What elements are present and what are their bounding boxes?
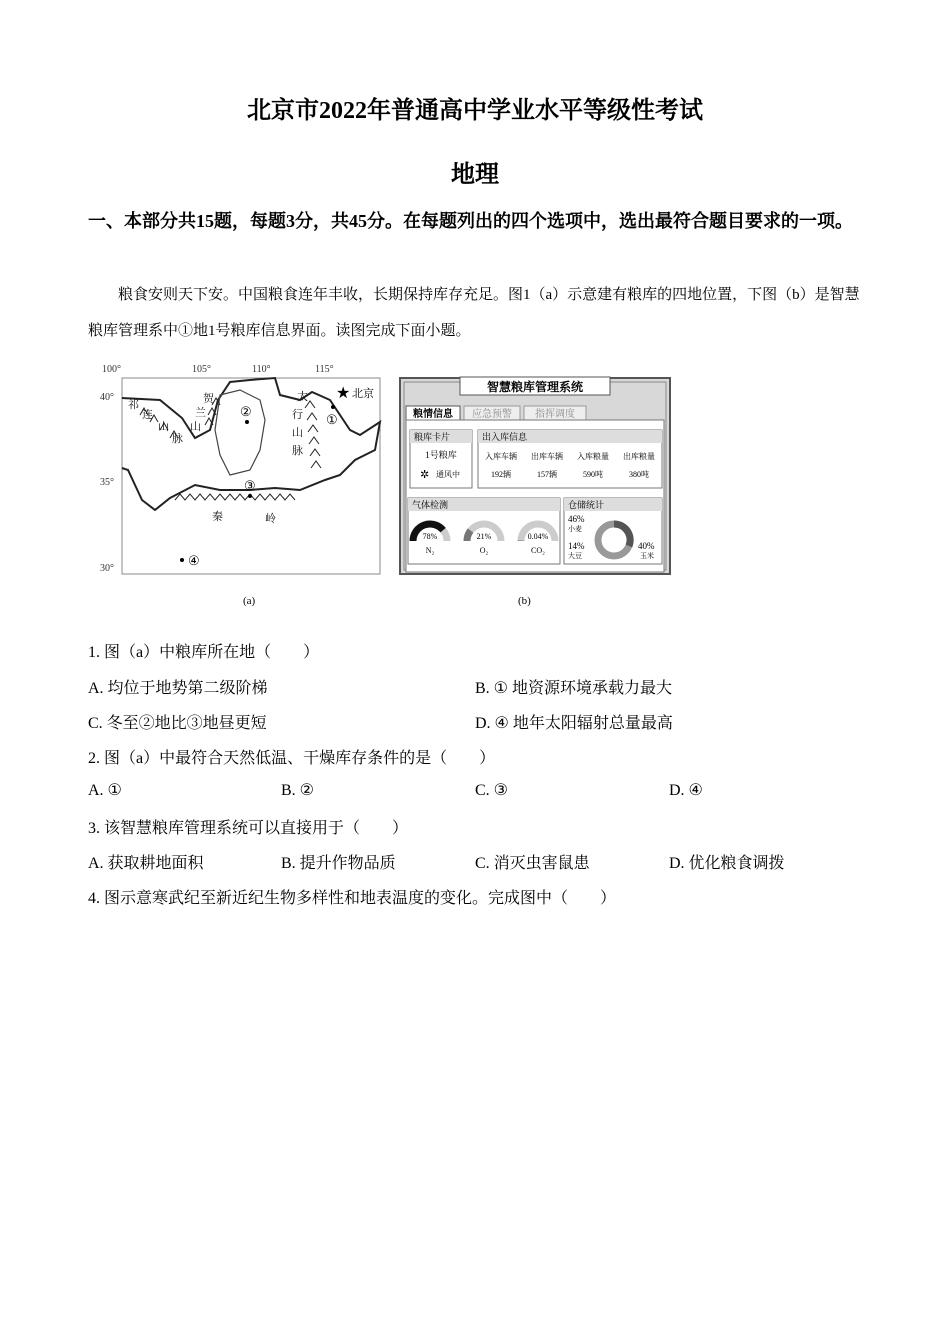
io-header: 出库粮量 — [623, 452, 655, 461]
storage-name: 小麦 — [568, 525, 582, 533]
question-4-stem: 4. 图示意寒武纪至新近纪生物多样性和地表温度的变化。完成图中（ ） — [88, 890, 617, 907]
gauge-fill — [467, 531, 471, 541]
storage-name: 大豆 — [568, 552, 582, 560]
figure-b-system — [398, 360, 674, 610]
io-value: 590吨 — [583, 470, 603, 479]
q1-option-c[interactable]: C. 冬至②地比③地昼更短 — [88, 715, 267, 732]
mountain-char: 山 — [292, 427, 303, 439]
figure-a-caption: (a) — [243, 595, 256, 607]
mountain-char: 山 — [190, 421, 201, 433]
question-1-stem: 1. 图（a）中粮库所在地（ ） — [88, 644, 320, 661]
q2-option-d[interactable]: D. ④ — [669, 782, 703, 799]
exam-title: 北京市2022年普通高中学业水平等级性考试 — [247, 98, 703, 124]
mountain-char: 行 — [292, 409, 303, 421]
site-label: ④ — [188, 553, 200, 568]
qinling-mountains — [175, 494, 295, 500]
io-header: 入库粮量 — [577, 452, 609, 461]
tab-emergency-alert: 应急预警 — [472, 409, 512, 420]
tab-command-dispatch: 指挥调度 — [535, 409, 575, 420]
gauge-value: 21% — [476, 532, 492, 541]
q1-option-b[interactable]: B. ① 地资源环境承载力最大 — [475, 680, 673, 697]
mountain-char: 脉 — [292, 445, 303, 457]
mountain-char: 秦 — [212, 511, 223, 523]
figure-b-caption: (b) — [518, 595, 531, 607]
card-name: 1号粮库 — [425, 450, 457, 460]
site-label: ③ — [244, 478, 256, 493]
taihang-mountains — [305, 401, 321, 468]
mountain-char: 祁 — [128, 399, 139, 411]
q2-option-b[interactable]: B. ② — [281, 782, 315, 799]
gauge-value: 78% — [422, 532, 438, 541]
mountain-char: 脉 — [172, 433, 183, 445]
q3-option-b[interactable]: B. 提升作物品质 — [281, 855, 396, 872]
mountain-char: 山 — [158, 421, 169, 433]
beijing-star-icon: ★ — [336, 385, 351, 402]
system-title: 智慧粮库管理系统 — [486, 380, 584, 394]
beijing-label: 北京 — [352, 388, 374, 400]
card-title: 粮库卡片 — [414, 432, 451, 442]
figure-a-map — [100, 360, 390, 610]
gas-title: 气体检测 — [412, 500, 449, 510]
q3-option-c[interactable]: C. 消灭虫害鼠患 — [475, 855, 590, 872]
storage-title: 仓储统计 — [568, 500, 605, 510]
q1-option-a[interactable]: A. 均位于地势第二级阶梯 — [88, 680, 268, 697]
lon-label: 110° — [252, 364, 271, 375]
io-header: 入库车辆 — [485, 452, 517, 461]
io-value: 380吨 — [629, 470, 649, 479]
mountain-char: 连 — [142, 409, 153, 421]
tab-grain-info: 粮情信息 — [413, 409, 453, 420]
q2-option-a[interactable]: A. ① — [88, 782, 122, 799]
gauge-value: 0.04% — [527, 532, 549, 541]
lat-label: 30° — [100, 563, 114, 574]
gauge-gas-name: N₂ — [425, 546, 435, 555]
lat-label: 35° — [100, 477, 114, 488]
lon-label: 105° — [192, 364, 211, 375]
section-heading: 一、本部分共15题，每题3分，共45分。在每题列出的四个选项中，选出最符合题目要求的一项。 — [88, 211, 853, 231]
gauge-gas-name: CO₂ — [531, 546, 545, 555]
io-value: 192辆 — [491, 470, 511, 479]
mountain-char: 兰 — [195, 407, 206, 419]
question-2-stem: 2. 图（a）中最符合天然低温、干燥库存条件的是（ ） — [88, 750, 496, 767]
lon-label: 115° — [315, 364, 334, 375]
storage-pct: 14% — [568, 541, 585, 551]
site-label: ① — [326, 412, 338, 427]
fan-icon: ✲ — [420, 469, 430, 481]
io-value: 157辆 — [537, 470, 557, 479]
card-status: 通风中 — [436, 470, 460, 479]
q3-option-a[interactable]: A. 获取耕地面积 — [88, 855, 204, 872]
q3-option-d[interactable]: D. 优化粮食调拨 — [669, 855, 785, 872]
storage-pct: 40% — [638, 541, 655, 551]
storage-pct: 46% — [568, 514, 585, 524]
site-label: ② — [240, 404, 252, 419]
subject-title: 地理 — [451, 162, 499, 188]
intro-paragraph: 粮食安则天下安。中国粮食连年丰收，长期保持库存充足。图1（a）示意建有粮库的四地位置，下图（b）是智慧粮库管理系中①地1号粮库信息界面。读图完成下面小题。 — [88, 287, 860, 339]
lat-label: 40° — [100, 392, 114, 403]
mountain-char: 太 — [297, 391, 308, 403]
io-title: 出入库信息 — [482, 432, 528, 442]
io-header: 出库车辆 — [531, 452, 563, 461]
q1-option-d[interactable]: D. ④ 地年太阳辐射总量最高 — [475, 715, 673, 732]
question-3-stem: 3. 该智慧粮库管理系统可以直接用于（ ） — [88, 820, 409, 837]
gauge-gas-name: O₂ — [479, 546, 489, 555]
lon-label: 100° — [102, 364, 121, 375]
storage-name: 玉米 — [640, 552, 654, 560]
mountain-char: 贺 — [203, 393, 214, 405]
mountain-char: 岭 — [265, 513, 276, 525]
q2-option-c[interactable]: C. ③ — [475, 782, 509, 799]
